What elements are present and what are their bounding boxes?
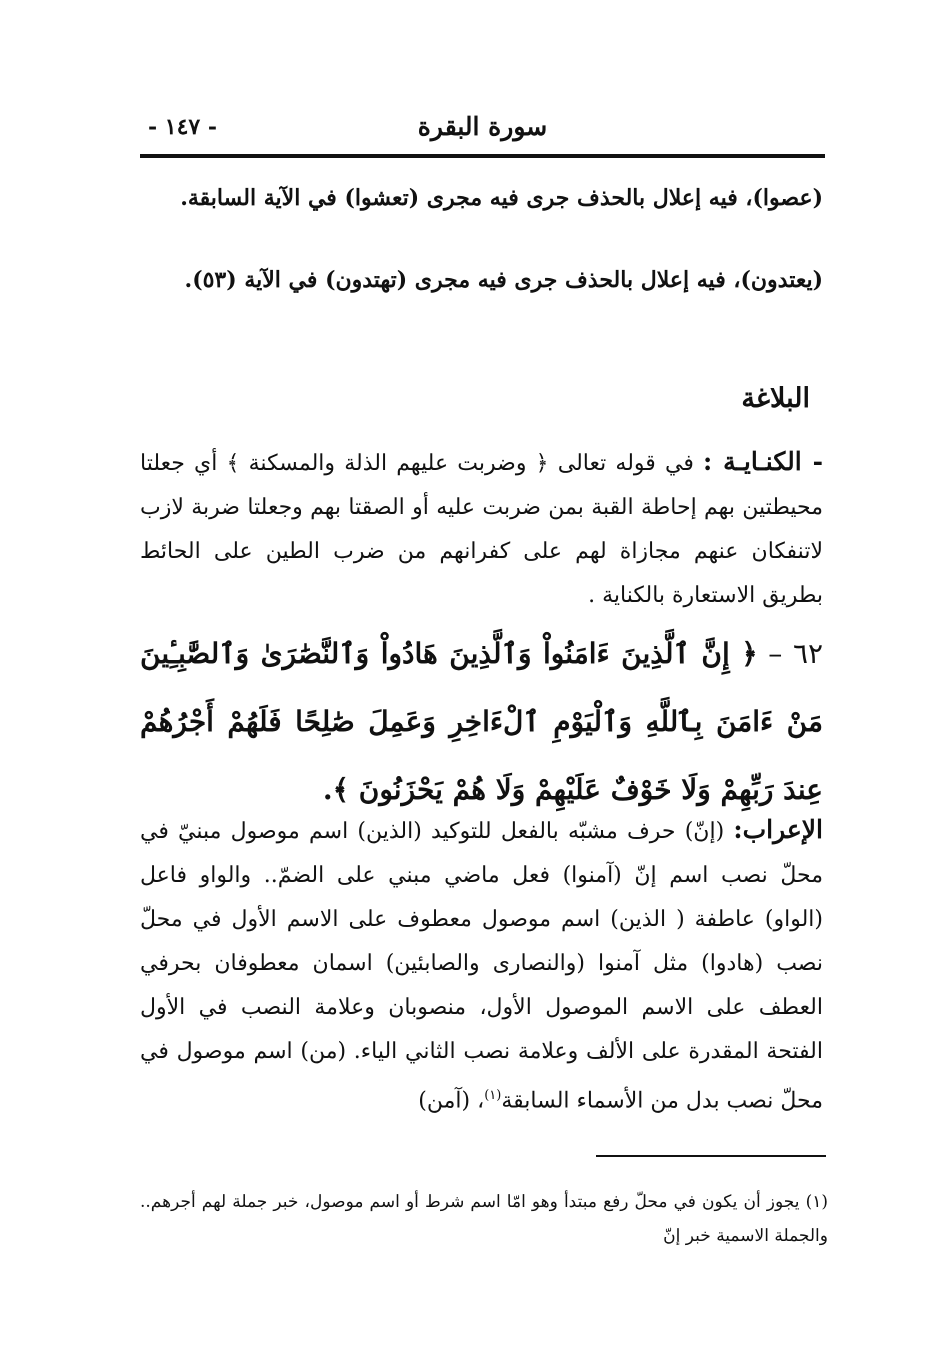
sarf-paragraph-1: (عصوا)، فيه إعلال بالحذف جرى فيه مجرى (تعشوا) في الآية السابقة.	[180, 185, 823, 211]
verse-text: ﴿ إِنَّ ٱلَّذِينَ ءَامَنُواْ وَٱلَّذِينَ هَادُواْ وَٱلنَّصَٰرَىٰ وَٱلصَّٰبِـِٔينَ مَنْ ءَامَنَ بِٱللَّهِ وَٱلْيَوْمِ ٱلْءَاخِرِ وَعَمِلَ صَٰلِحًا فَلَهُمْ أَجْرُهُمْ عِندَ رَبِّهِمْ وَلَا خَوْفٌ عَلَيْهِمْ وَلَا هُمْ يَحْزَنُونَ ﴾.	[140, 637, 823, 806]
irab-text: (إنّ) حرف مشبّه بالفعل للتوكيد (الذين) اسم موصول مبنيّ في محلّ نصب اسم إنّ (آمنوا) فعل ماضي مبني على الضمّ.. والواو فاعل (الواو) عاطفة ( الذين) اسم موصول معطوف على الاسم الأول في محلّ نصب (هادوا) مثل آمنوا (والنصارى والصابئين) اسمان معطوفان بحرفي العطف على الاسم الموصول الأول، منصوبان وعلامة النصب في الأول الفتحة المقدرة على الألف وعلامة نصب الثاني الياء. (من) اسم موصول في محلّ نصب بدل من الأسماء السابقة	[140, 819, 823, 1114]
balagha-heading: البلاغة	[741, 383, 810, 414]
irab-label: الإعراب:	[733, 815, 823, 844]
page-number: - ١٤٧ -	[148, 114, 218, 140]
kinaya-text: في قوله تعالى ﴿ وضربت عليهم الذلة والمسكنة ﴾ أي جعلتا محيطتين بهم إحاطة القبة بمن ضربت عليه أو الصقتا بهم وجعلتا ضربة لازب لاتنفكان عنهم مجازاة لهم على كفرانهم من ضرب الطين على الحائط بطريق الاستعارة بالكناية .	[140, 451, 823, 608]
kinaya-term: - الكنـايـة :	[703, 447, 824, 476]
surah-title: سورة البقرة	[417, 112, 548, 141]
sarf-paragraph-2: (يعتدون)، فيه إعلال بالحذف جرى فيه مجرى (تهتدون) في الآية (٥٣).	[184, 267, 823, 293]
verse-number: ٦٢ –	[768, 637, 824, 670]
irab-paragraph	[140, 808, 823, 1123]
header-rule	[140, 154, 825, 158]
footnote-rule	[596, 1155, 826, 1157]
balagha-paragraph	[140, 440, 823, 618]
footnote-marker: (١)	[484, 1088, 502, 1103]
irab-tail: ، (آمن)	[418, 1088, 485, 1114]
footnote: (١) يجوز أن يكون في محلّ رفع مبتدأ وهو امّا اسم شرط أو اسم موصول، خبر جملة لهم أجرهم.. والجملة الاسمية خبر إنّ	[140, 1192, 828, 1246]
page-header	[140, 112, 825, 154]
verse-block	[140, 620, 823, 824]
